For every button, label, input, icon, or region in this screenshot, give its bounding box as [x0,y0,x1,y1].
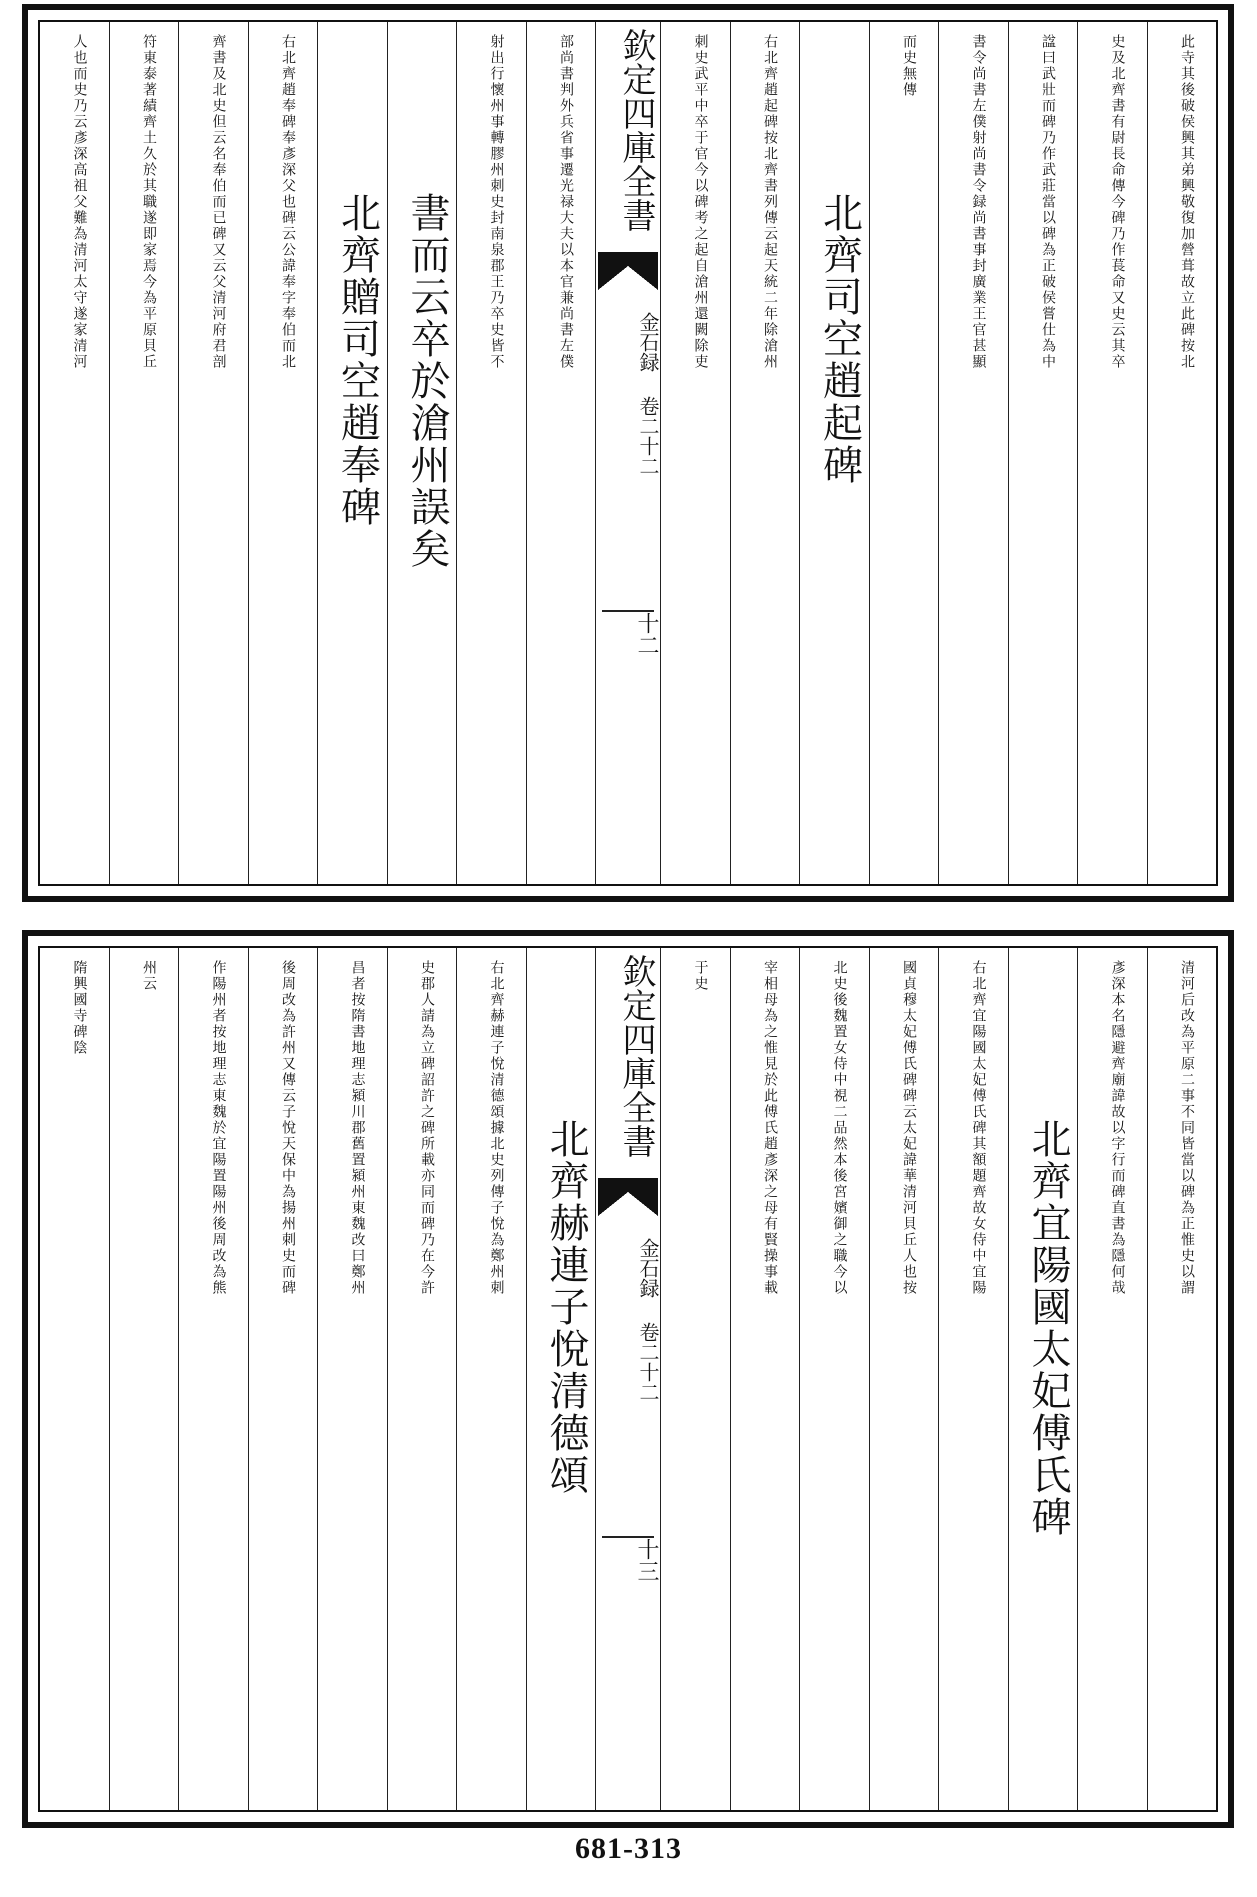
column-text: 史及北齊書有尉長命傳今碑乃作萇命又史云其卒 [1109,34,1126,370]
column-text: 隋興國寺碑陰 [71,960,88,1056]
column-text: 符東泰著績齊土久於其職遂即家焉今為平原貝丘 [141,34,157,370]
column-text: 射出行懷州事轉膠州刺史封南泉郡王乃卒史皆不 [488,34,505,370]
gutter-folio: 十三 [634,1538,659,1582]
lower-page-frame [38,946,1218,1812]
section-heading: 北齊司空趙起碑 [816,192,863,486]
fishtail-mark [598,1178,658,1216]
text-column [526,22,596,884]
column-text: 人也而史乃云彥深高祖父難為清河太守遂家清河 [71,34,88,370]
text-column [40,22,109,884]
text-column [178,22,248,884]
gutter-folio: 十二 [634,612,659,656]
text-column [178,948,248,1810]
text-column [248,948,318,1810]
section-heading: 北齊宜陽國太妃傅氏碑 [1025,1118,1071,1538]
text-column [869,948,939,1810]
section-heading: 書而云卒於滄州誤矣 [404,192,450,570]
column-text: 右北齊趙奉碑奉彥深父也碑云公諱奉字奉伯而北 [280,34,296,370]
text-column [1077,22,1147,884]
column-text: 部尚書判外兵省事遷光禄大夫以本官兼尚書左僕 [558,34,574,370]
center-gutter [595,22,660,884]
column-text: 諡曰武壯而碑乃作武莊當以碑為正破侯嘗仕為中 [1040,34,1056,370]
column-text: 刺史武平中卒于官今以碑考之起自滄州還闕除吏 [692,34,709,370]
column-text: 而史無傳 [901,34,917,98]
fishtail-mark [598,252,658,290]
text-column [938,948,1008,1810]
text-column [387,22,457,884]
column-text: 清河后改為平原二事不同皆當以碑為正惟史以謂 [1179,960,1195,1296]
column-text: 書令尚書左僕射尚書令録尚書事封廣業王官甚顯 [970,34,987,370]
section-heading: 北齊赫連子悅清德頌 [543,1118,589,1496]
column-text: 齊書及北史但云名奉伯而已碑又云父清河府君剖 [210,34,227,370]
column-text: 昌者按隋書地理志潁川郡舊置潁州東魏改曰鄭州 [349,960,366,1296]
text-column [660,948,730,1810]
text-column [660,22,730,884]
column-text: 右北齊趙起碑按北齊書列傳云起天統二年除滄州 [762,34,778,370]
column-text: 作陽州者按地理志東魏於宜陽置陽州後周改為熊 [210,960,227,1296]
text-column [1008,948,1078,1810]
text-column [799,22,869,884]
column-text: 史郡人請為立碑詔許之碑所載亦同而碑乃在今許 [419,960,435,1296]
lower-page [22,930,1234,1828]
text-column [526,948,596,1810]
text-column [799,948,869,1810]
text-column [109,22,179,884]
column-text: 右北齊赫連子悅清德頌據北史列傳子悅為鄭州刺 [488,960,505,1296]
text-column [730,22,800,884]
gutter-title: 欽定四庫全書 [616,28,656,232]
column-text: 右北齊宜陽國太妃傅氏碑其額題齊故女侍中宜陽 [970,960,987,1296]
column-text: 此寺其後破侯興其弟興敬復加營葺故立此碑按北 [1179,34,1195,370]
text-column [317,948,387,1810]
text-column [869,22,939,884]
gutter-title: 欽定四庫全書 [616,954,656,1158]
column-text: 州云 [141,960,157,992]
text-column [456,948,526,1810]
lower-page-columns [40,948,1216,1810]
gutter-volume: 金石録 卷二十二 [636,1238,660,1402]
text-column [1077,948,1147,1810]
text-column [109,948,179,1810]
text-column [387,948,457,1810]
text-column [317,22,387,884]
column-text: 國貞穆太妃傅氏碑碑云太妃諱華清河貝丘人也按 [901,960,917,1296]
text-column [248,22,318,884]
column-text: 後周改為許州又傳云子悅天保中為揚州刺史而碑 [280,960,296,1296]
text-column [1008,22,1078,884]
text-column [938,22,1008,884]
column-text: 北史後魏置女侍中視二品然本後宮嬪御之職今以 [831,960,848,1296]
upper-page-frame [38,20,1218,886]
text-column [456,22,526,884]
column-text: 宰相母為之惟見於此傅氏趙彥深之母有賢操事載 [762,960,778,1296]
column-text: 于史 [692,960,709,992]
upper-page-columns [40,22,1216,884]
text-column [1147,22,1217,884]
text-column [40,948,109,1810]
text-column [1147,948,1217,1810]
center-gutter [595,948,660,1810]
upper-page [22,4,1234,902]
gutter-volume: 金石録 卷二十二 [636,312,660,476]
section-heading: 北齊贈司空趙奉碑 [334,192,381,528]
text-column [730,948,800,1810]
column-text: 彥深本名隱避齊廟諱故以字行而碑直書為隱何哉 [1109,960,1126,1296]
page-number: 681-313 [575,1832,682,1865]
